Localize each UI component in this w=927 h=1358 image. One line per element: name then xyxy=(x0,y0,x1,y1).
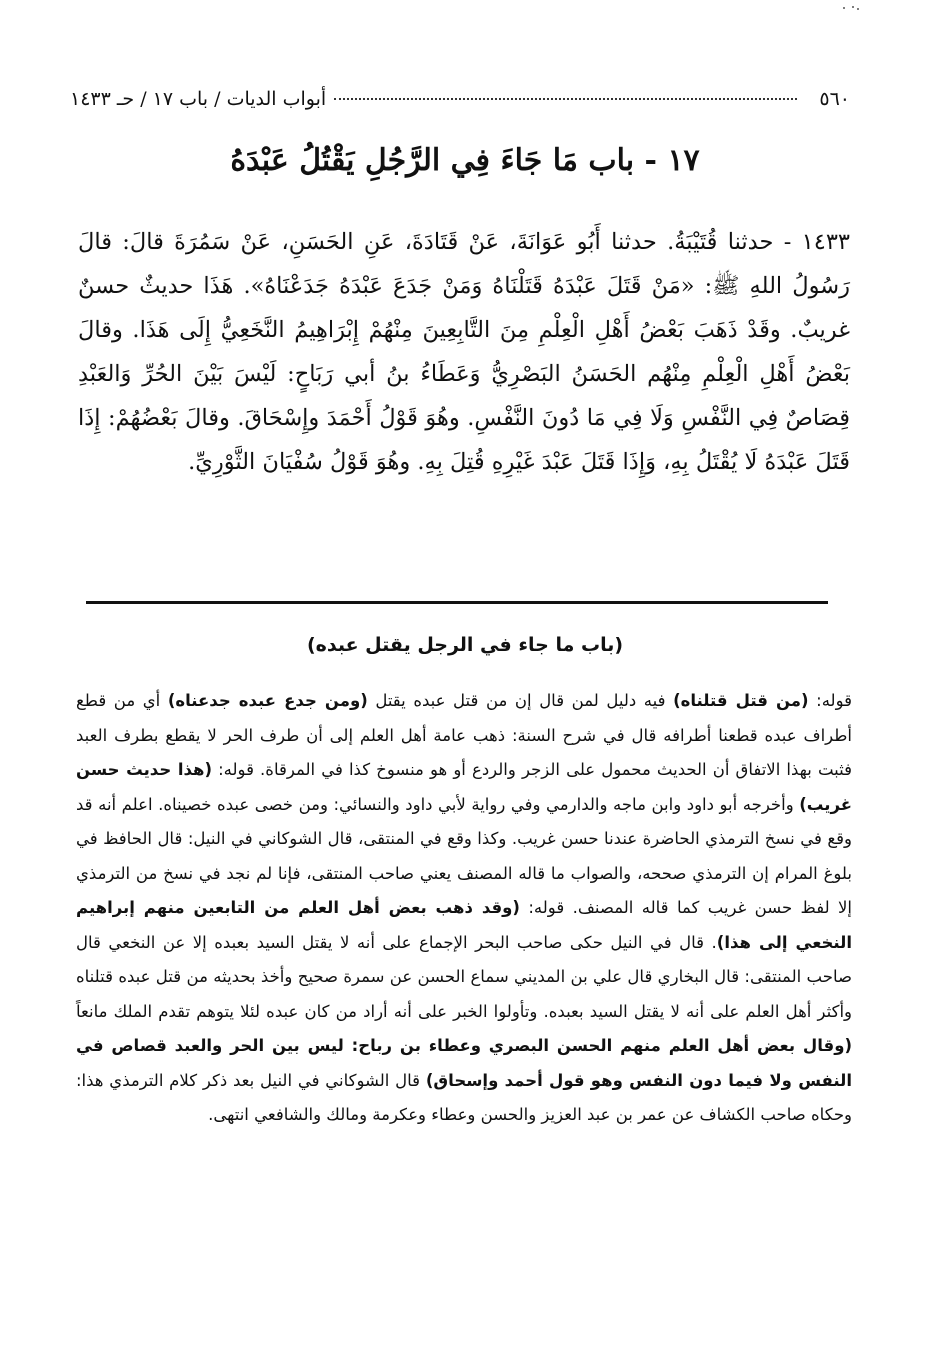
scan-specks xyxy=(843,6,859,10)
commentary-quote: (وقال بعض أهل العلم منهم الحسن البصري وعطاء بن رباح: ليس بين الحر والعبد قصاص في النفس ولا فيما دون النفس وهو قول أحمد وإسحاق) xyxy=(76,1036,852,1090)
commentary-text: . قال في النيل حكى صاحب البحر الإجماع على أنه لا يقتل السيد بعبده إلا عن النخعي قال صاحب المنتقى: قال البخاري قال علي بن المديني سماع الحسن عن سمرة صحيح وأخذ بحديثه من قتل عبده قتلناه وأكثر أهل العلم على أنه لا يقتل السيد بعبده. وتأولوا الخبر على أنه أراد من كان عبده لئلا يتوهم تقدم الملك مانعاً xyxy=(76,932,852,1021)
commentary-quote: (من قتل قتلناه) xyxy=(673,691,809,710)
commentary-text: وأخرجه أبو داود وابن ماجه والدارمي وفي رواية لأبي داود والنسائي: ومن خصى عبده خصيناه. اعلم أنه قد وقع في نسخ الترمذي الحاضرة عندنا حسن غريب. وكذا وقع في المنتقى، قال الشوكاني في النيل: قال الحافظ في بلوغ المرام إن الترمذي صححه، والصواب ما قاله المصنف يعني صاحب المنتقى، فإنا لم نجد في نسخ من الترمذي إلا لفظ حسن غريب كما قاله المصنف. قوله: xyxy=(76,794,852,917)
chapter-title: ١٧ - باب مَا جَاءَ فِي الرَّجُلِ يَقْتُلُ عَبْدَهُ xyxy=(230,143,700,178)
section-divider xyxy=(86,601,828,604)
hadith-text: ١٤٣٣ - حدثنا قُتَيْبَةُ. حدثنا أَبُو عَوَانَةَ، عَنْ قَتَادَةَ، عَنِ الحَسَنِ، عَنْ سَمُرَةَ قالَ: قالَ رَسُولُ اللهِ ﷺ: «مَنْ قَتَلَ عَبْدَهُ قَتَلْنَاهُ وَمَنْ جَدَعَ عَبْدَهُ جَدَعْنَاهُ». هَذَا حديثٌ حسنٌ غريبٌ. وقَدْ ذَهَبَ بَعْضُ أَهْلِ الْعِلْمِ مِنَ التَّابِعِينَ مِنْهُمْ إِبْرَاهِيمُ النَّخَعِيُّ إِلَى هَذَا. وقالَ بَعْضُ أَهْلِ الْعِلْمِ مِنْهُم الحَسَنُ البَصْرِيُّ وَعَطَاءُ بنُ أبي رَبَاحٍ: لَيْسَ بَيْنَ الحُرِّ وَالعَبْدِ قِصَاصٌ فِي النَّفْسِ وَلَا فِي مَا دُونَ النَّفْسِ. وهُوَ قَوْلُ أَحْمَدَ وإِسْحَاقَ. وقالَ بَعْضُهُمْ: إِذَا قَتَلَ عَبْدَهُ لَا يُقْتَلُ بِهِ، وَإِذَا قَتَلَ عَبْدَ غَيْرِهِ قُتِلَ بِهِ. وهُوَ قَوْلُ سُفْيَانَ الثَّوْرِيِّ. xyxy=(78,229,850,475)
commentary-quote: (وقد ذهب بعض أهل العلم من التابعين منهم إبراهيم النخعي إلى هذا) xyxy=(76,898,852,952)
commentary-text: أي من قطع أطراف عبده قطعنا أطرافه قال في شرح السنة: ذهب عامة أهل العلم إلى أن طرف الحر لا يقطع بطرف العبد فثبت بهذا الاتفاق أن الحديث محمول على الزجر والردع أو هو منسوخ كذا في المرقاة. قوله: xyxy=(76,691,852,779)
commentary-quote: (هذا حديث حسن غريب) xyxy=(76,760,852,814)
commentary-text: قال الشوكاني في النيل بعد ذكر كلام الترمذي هذا: وحكاه صاحب الكشاف عن عمر بن عبد العزيز والحسن وعطاء وعكرمة ومالك والشافعي انتهى. xyxy=(76,1070,852,1124)
commentary-paragraph xyxy=(76,684,852,1133)
commentary-block xyxy=(76,684,852,1133)
dotted-leader xyxy=(334,98,797,100)
commentary-text: قوله: xyxy=(808,691,852,710)
page-number: ٥٦٠ xyxy=(819,88,850,110)
commentary-title: (باب ما جاء في الرجل يقتل عبده) xyxy=(306,634,624,656)
hadith-text-block xyxy=(78,220,850,484)
page-header xyxy=(70,84,850,114)
running-title: أبواب الديات / باب ١٧ / حـ ١٤٣٣ xyxy=(70,88,327,110)
commentary-text: فيه دليل لمن قال إن من قتل عبده يقتل xyxy=(367,691,674,710)
commentary-quote: (ومن جدع عبده جدعناه) xyxy=(167,691,368,710)
